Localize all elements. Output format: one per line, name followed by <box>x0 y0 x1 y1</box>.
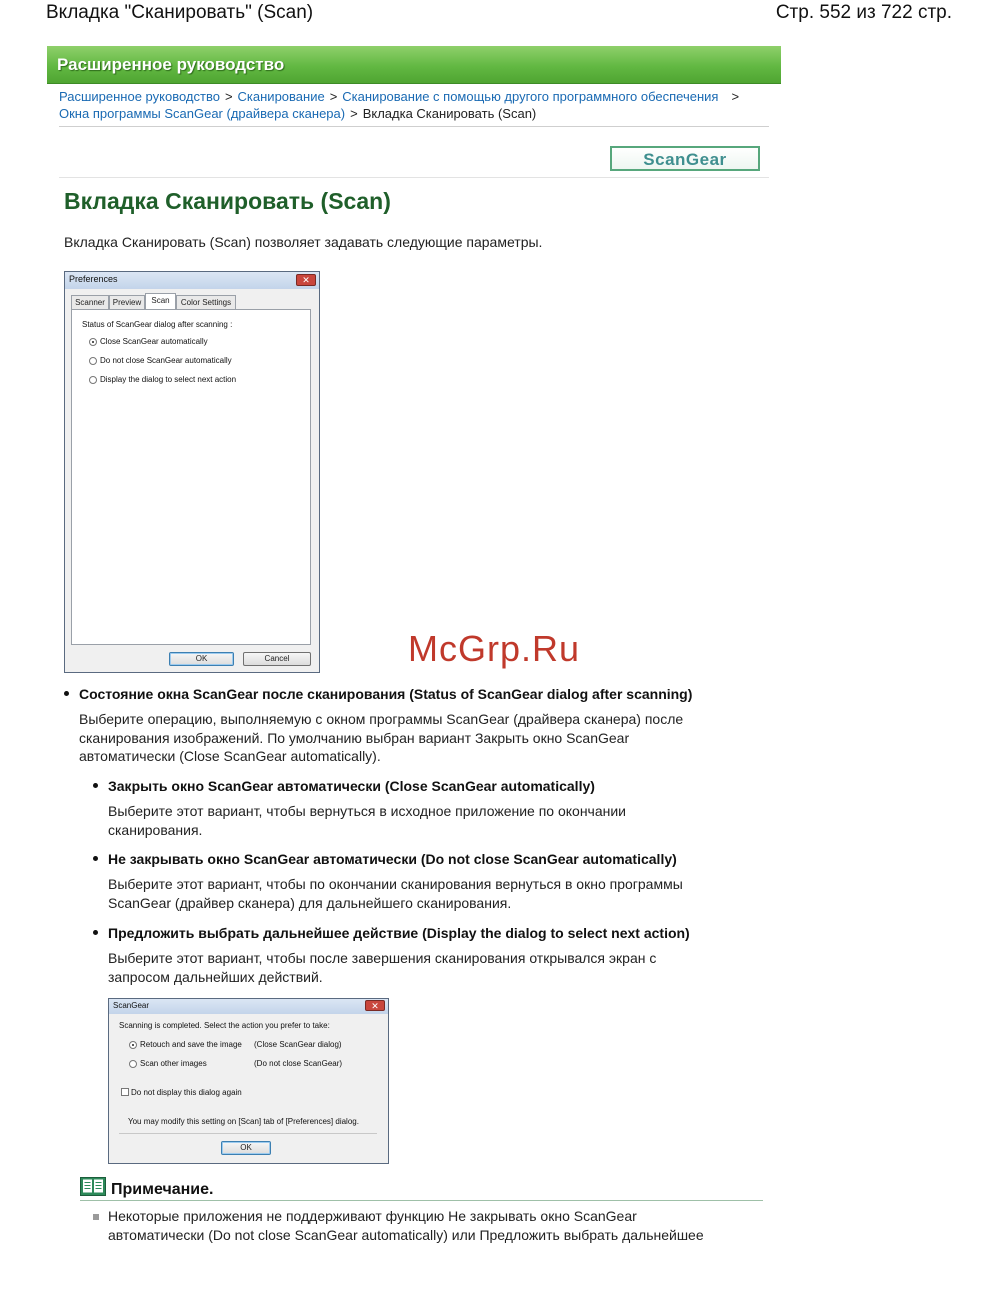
watermark: McGrp.Ru <box>408 628 581 669</box>
divider <box>59 177 769 178</box>
tab-scanner: Scanner <box>71 295 109 309</box>
breadcrumb-separator: > <box>350 106 358 121</box>
breadcrumb <box>59 88 759 122</box>
dialog-titlebar <box>65 272 319 289</box>
tab-preview: Preview <box>109 295 145 309</box>
option-label: Do not close ScanGear automatically <box>100 356 232 365</box>
dialog-title: ScanGear <box>113 1001 150 1010</box>
close-icon: ✕ <box>365 1000 385 1011</box>
bullet-icon <box>93 783 98 788</box>
page-number: Стр. 552 из 722 стр. <box>775 2 952 23</box>
page-title: Вкладка Сканировать (Scan) <box>64 188 391 214</box>
option-label: Scan other images <box>140 1059 207 1068</box>
ok-button: OK <box>169 652 234 666</box>
checkbox-do-not-display <box>121 1088 129 1096</box>
subitem-line: ScanGear (драйвер сканера) для дальнейшего сканирования. <box>108 894 512 911</box>
section-line: Выберите операцию, выполняемую с окном программы ScanGear (драйвера сканера) после <box>79 711 684 727</box>
dialog-info: You may modify this setting on [Scan] tab of [Preferences] dialog. <box>128 1117 359 1126</box>
group-label: Status of ScanGear dialog after scanning : <box>82 320 233 329</box>
breadcrumb-link-guide[interactable]: Расширенное руководство <box>59 89 220 104</box>
tab-scan: Scan <box>145 293 176 309</box>
scangear-logo-label: ScanGear <box>643 150 727 169</box>
breadcrumb-current: Вкладка Сканировать (Scan) <box>362 106 537 121</box>
divider <box>119 1133 377 1134</box>
radio-display-dialog <box>89 376 97 384</box>
intro-text: Вкладка Сканировать (Scan) позволяет задавать следующие параметры. <box>64 234 543 250</box>
radio-scan-other <box>129 1060 137 1068</box>
banner-label: Расширенное руководство <box>57 55 285 74</box>
bullet-icon <box>93 856 98 861</box>
radio-retouch-save <box>129 1041 137 1049</box>
option-note: (Do not close ScanGear) <box>254 1059 343 1068</box>
preferences-dialog-screenshot <box>64 271 320 673</box>
bullet-icon <box>64 691 69 696</box>
square-bullet-icon <box>93 1214 99 1220</box>
divider <box>80 1200 763 1201</box>
breadcrumb-separator: > <box>224 89 233 104</box>
breadcrumb-link-scangear-windows[interactable]: Окна программы ScanGear (драйвера сканера) <box>59 106 346 121</box>
radio-do-not-close <box>89 357 97 365</box>
bullet-icon <box>93 930 98 935</box>
breadcrumb-link-scanning[interactable]: Сканирование <box>237 89 325 104</box>
option-label: Display the dialog to select next action <box>100 375 237 384</box>
scangear-dialog-screenshot <box>108 998 389 1164</box>
option-label: Retouch and save the image <box>140 1040 242 1049</box>
subitem-line: запросом дальнейших действий. <box>108 968 323 985</box>
page-header-title: Вкладка "Сканировать" (Scan) <box>46 2 314 23</box>
breadcrumb-separator: > <box>731 89 740 104</box>
option-note: (Close ScanGear dialog) <box>254 1040 342 1049</box>
subitem-heading: Закрыть окно ScanGear автоматически (Close ScanGear automatically) <box>108 778 595 794</box>
ok-button: OK <box>221 1141 271 1155</box>
breadcrumb-link-other-software[interactable]: Сканирование с помощью другого программного обеспечения <box>342 89 719 104</box>
section-line: автоматически (Close ScanGear automatically). <box>79 748 381 764</box>
subitem-line: Выберите этот вариант, чтобы после завершения сканирования открывался экран с <box>108 950 657 966</box>
dialog-titlebar <box>109 999 388 1014</box>
cancel-button: Cancel <box>243 652 311 666</box>
close-icon: ✕ <box>296 274 316 286</box>
option-label: Close ScanGear automatically <box>100 337 208 346</box>
subitem-heading: Не закрывать окно ScanGear автоматически (Do not close ScanGear automatically) <box>108 851 677 867</box>
scan-tab-panel <box>71 309 311 645</box>
dialog-title: Preferences <box>69 274 118 284</box>
note-title: Примечание. <box>111 1181 214 1198</box>
subitem-line: Выберите этот вариант, чтобы по окончании сканирования вернуться в окно программы <box>108 876 683 892</box>
note-line: автоматически (Do not close ScanGear automatically) или Предложить выбрать дальнейшее <box>108 1226 704 1243</box>
dialog-prompt: Scanning is completed. Select the action you prefer to take: <box>119 1021 330 1030</box>
note-line: Некоторые приложения не поддерживают функцию Не закрывать окно ScanGear <box>108 1208 637 1224</box>
subitem-line: Выберите этот вариант, чтобы вернуться в исходное приложение по окончании <box>108 803 626 819</box>
scangear-logo-button <box>610 146 760 171</box>
guide-banner <box>47 46 781 84</box>
section-heading: Состояние окна ScanGear после сканирования (Status of ScanGear dialog after scanning) <box>79 686 693 702</box>
breadcrumb-separator: > <box>329 89 338 104</box>
checkbox-label: Do not display this dialog again <box>131 1088 242 1097</box>
section-line: сканирования изображений. По умолчанию выбран вариант Закрыть окно ScanGear <box>79 729 630 746</box>
subitem-heading: Предложить выбрать дальнейшее действие (Display the dialog to select next action) <box>108 925 690 941</box>
radio-close-automatically <box>89 338 97 346</box>
tab-color-settings: Color Settings <box>176 295 236 309</box>
divider <box>59 126 769 127</box>
subitem-line: сканирования. <box>108 821 203 838</box>
book-icon <box>80 1177 106 1196</box>
